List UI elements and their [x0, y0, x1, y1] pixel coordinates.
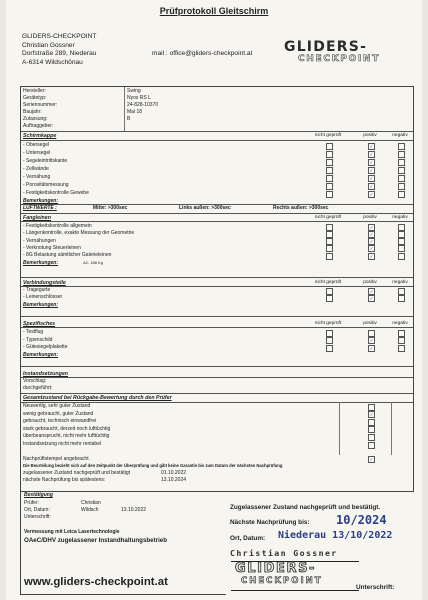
stamp-line2: Nächste Nachprüfung bis:	[230, 519, 310, 526]
checklist-item-label: - Obersegel	[23, 142, 50, 148]
info-value: Swing	[127, 88, 141, 94]
checklist-item-label: - Testflug	[23, 329, 44, 335]
column-header: negativ	[392, 280, 408, 285]
condition-label: Instandsetzung nicht mehr rentabel	[23, 441, 102, 447]
info-value: Mai 18	[127, 109, 143, 115]
pruefer-label: Prüfer:	[24, 500, 40, 506]
checklist-item-label: - Porositätsmessung	[23, 182, 69, 188]
checkbox[interactable]	[398, 224, 405, 231]
divider	[21, 327, 413, 328]
checkbox[interactable]	[368, 434, 375, 441]
column-header: negativ	[392, 133, 408, 138]
handwritten-ort-datum: Niederau 13/10/2022	[278, 530, 393, 541]
stempel-label: Nachprüftstempel angebracht	[23, 456, 89, 462]
checklist-item-label: - Typenschild	[23, 336, 53, 343]
checkbox[interactable]	[326, 245, 333, 252]
stamp-name: Christian Gossner	[230, 548, 338, 558]
checkbox[interactable]	[326, 288, 333, 295]
stamp-line3: Ort, Datum:	[230, 535, 266, 542]
divider	[21, 377, 413, 378]
section-heading-instandsetzungen: Instandsetzungen	[23, 371, 69, 377]
column-header: positiv	[363, 321, 377, 326]
oaec-text: OAeC/DHV zugelassener Instandhaltungsbetrieb	[24, 537, 168, 544]
condition-label: stark gebraucht, derzeit noch lufttüchtig	[23, 425, 111, 432]
info-label: Seriennummer:	[23, 102, 58, 108]
checkbox[interactable]	[398, 245, 405, 252]
divider	[21, 213, 413, 214]
checkbox[interactable]: ✓	[369, 295, 374, 301]
column-header: negativ	[392, 321, 408, 326]
stamp-logo-line1: GLIDERS-	[235, 561, 317, 576]
divider	[21, 140, 413, 141]
checkbox[interactable]: ✓	[369, 191, 374, 197]
bemerkungen-label: Bemerkungen:	[23, 302, 59, 308]
checkbox[interactable]	[398, 167, 405, 174]
divider	[124, 87, 125, 131]
stamp-line1: Zugelassener Zustand nachgeprüft und bestätigt.	[230, 504, 381, 511]
checkbox[interactable]	[326, 253, 333, 260]
checkbox[interactable]	[326, 151, 333, 158]
checklist-item-label: - Segeleintrittskante	[23, 158, 68, 164]
checklist-item-label: - Tragegurte	[23, 287, 51, 293]
checkbox[interactable]	[326, 143, 333, 150]
column-header: negativ	[392, 215, 408, 220]
divider	[21, 221, 413, 222]
checklist-item-label: - Längenkontrolle, exakte Messung der Geometrie	[23, 230, 135, 237]
divider	[339, 402, 340, 455]
column-header: nicht geprüft	[314, 321, 342, 326]
section-heading-verbindungsteile: Verbindungsteile	[23, 280, 66, 286]
checkbox[interactable]	[326, 183, 333, 190]
checkbox[interactable]: ✓	[369, 151, 374, 157]
info-label: Baujahr:	[23, 109, 42, 115]
bemerkungen-label: Bemerkungen:	[23, 352, 59, 358]
stamp-logo-line2: CHECKPOINT	[241, 576, 323, 586]
checkbox[interactable]	[326, 238, 333, 245]
next-label: nächste Nachprüfung bis spätestens:	[23, 477, 106, 483]
column-header: positiv	[363, 215, 377, 220]
checkbox[interactable]	[398, 175, 405, 182]
checklist-item-label: - 8G Belastung sämtlicher Galerieleinen	[23, 252, 112, 259]
column-header: nicht geprüft	[314, 280, 342, 285]
checkbox[interactable]	[368, 330, 375, 337]
checkbox[interactable]	[398, 288, 405, 295]
leica-text: Vermessung mit Leica Lasertechnologie	[24, 529, 120, 535]
divider	[21, 393, 413, 394]
checkbox[interactable]	[326, 337, 333, 344]
checklist-item-label: - Gütesiegelplakette	[23, 344, 68, 350]
checkbox[interactable]: ✓	[369, 246, 374, 252]
checkbox[interactable]: ✓	[369, 224, 374, 230]
divider	[21, 316, 413, 317]
disclaimer-text: Die Beurteilung bezieht sich auf den Zeitpunkt der Überprüfung und gibt keine Garantie bis zum Datum der nächsten Nachprüfung	[23, 463, 283, 468]
protocol-table	[20, 86, 414, 492]
info-value: Nyos RS L	[127, 95, 151, 101]
checkbox[interactable]: ✓	[369, 183, 374, 189]
checkbox[interactable]	[398, 143, 405, 150]
checkbox[interactable]: ✓	[369, 143, 374, 149]
checkbox[interactable]: ✓	[369, 239, 374, 245]
checkbox[interactable]: ✓	[369, 338, 374, 343]
ort-value: Wildsch	[81, 507, 99, 513]
company-logo	[284, 40, 410, 66]
vorschlag-label: Vorschlag:	[23, 378, 47, 384]
luftwerte-mitte: Mitte: >300sec	[93, 205, 128, 211]
checkbox[interactable]: ✓	[369, 288, 374, 294]
divider	[21, 286, 413, 287]
column-header: nicht geprüft	[314, 215, 342, 220]
page-title: Prüfprotokoll Gleitschirm	[159, 6, 269, 16]
checkbox[interactable]	[326, 231, 333, 238]
column-header: positiv	[363, 133, 377, 138]
checkbox[interactable]	[326, 191, 333, 198]
checkbox[interactable]	[326, 345, 333, 352]
checklist-item-label: - Untersegel	[23, 150, 51, 156]
company-mail: mail : office@gliders-checkpoint.at	[152, 50, 253, 57]
condition-label: gebraucht, technisch einwandfrei	[23, 418, 97, 425]
luftwerte-rechts: Rechts außen: >300sec	[273, 205, 329, 211]
divider	[21, 366, 413, 367]
checkbox[interactable]	[398, 330, 405, 337]
checkbox[interactable]	[326, 175, 333, 182]
checkbox[interactable]: ✓	[369, 412, 374, 418]
checkbox[interactable]	[398, 345, 405, 352]
bemerkungen-label: Bemerkungen:	[23, 198, 59, 204]
checkbox[interactable]	[326, 330, 333, 337]
checkbox[interactable]	[326, 167, 333, 174]
stamp-unterschrift: Unterschrift:	[356, 584, 395, 591]
next-date: 13.10.2024	[161, 477, 187, 483]
checklist-item-label: - Festigkeitskontrolle allgemein	[23, 223, 92, 229]
section-heading-bestaetigung: Bestätigung	[24, 492, 53, 498]
checkbox[interactable]	[398, 238, 405, 245]
checkbox[interactable]	[368, 442, 375, 449]
checklist-item-label: - Vernähungen	[23, 237, 56, 244]
checkbox[interactable]	[398, 159, 405, 166]
website-link[interactable]: www.gliders-checkpoint.at	[24, 576, 168, 588]
checkbox[interactable]	[368, 426, 375, 433]
checkbox[interactable]	[368, 404, 375, 411]
checkbox[interactable]	[326, 224, 333, 231]
checkbox[interactable]: ✓	[369, 167, 374, 173]
checklist-item-label: - Verknotung Steuerleinen	[23, 244, 81, 251]
company-street: Dorfstraße 289, Niederau	[22, 50, 97, 58]
column-header: nicht geprüft	[314, 133, 342, 138]
info-label: Zulassung:	[23, 116, 48, 122]
checkbox[interactable]	[368, 419, 375, 426]
datum-value: 13.10.2022	[121, 507, 147, 513]
checkbox[interactable]: ✓	[369, 159, 374, 165]
checkbox[interactable]: ✓	[369, 175, 374, 181]
luftwerte-label: LUFTWERTE :	[23, 205, 57, 211]
checkbox[interactable]: ✓	[369, 457, 374, 462]
checkbox[interactable]: ✓	[369, 231, 374, 237]
divider	[21, 131, 413, 132]
checkbox[interactable]	[398, 231, 405, 238]
divider	[391, 402, 392, 455]
checkbox[interactable]	[326, 159, 333, 166]
company-name: GLIDERS-CHECKPOINT	[22, 33, 97, 40]
company-address	[22, 33, 96, 67]
durchgefuehrt-label: durchgeführt:	[23, 385, 53, 391]
column-header: positiv	[363, 280, 377, 285]
company-person: Christian Gossner	[22, 41, 75, 49]
checkbox[interactable]	[398, 183, 405, 190]
checkbox[interactable]	[398, 337, 405, 344]
unterschrift-label: Unterschrift:	[24, 514, 51, 520]
checkbox[interactable]: ✓	[369, 345, 374, 351]
stamp-logo	[231, 561, 359, 591]
checkbox[interactable]: ✓	[369, 253, 374, 259]
handwritten-next-date: 10/2024	[336, 513, 387, 527]
section-heading-schirmkappe: Schirmkappe	[23, 133, 57, 139]
ort-label: Ort, Datum:	[24, 507, 50, 513]
checkbox[interactable]	[398, 191, 405, 198]
checklist-item-label: - Leinenschlösser	[23, 294, 63, 300]
checklist-item-label: - Festigkeitskontrolle Gewebe	[23, 190, 89, 196]
checkbox[interactable]	[398, 253, 405, 260]
section-heading-spezifisches: Spezifisches	[23, 321, 56, 327]
luftwerte-links: Links außen: >300sec	[179, 205, 231, 211]
checklist-item-label: - Zellwände	[23, 166, 49, 172]
checkbox[interactable]	[398, 295, 405, 302]
divider	[21, 277, 413, 278]
bemerkungen-label: Bemerkungen:	[23, 260, 59, 266]
checkbox[interactable]	[398, 151, 405, 158]
logo-line2: CHECKPOINT	[298, 54, 381, 64]
info-label: Auftraggeber:	[23, 123, 54, 129]
info-label: Hersteller:	[23, 88, 46, 94]
fangleinen-note: A2- 186 Kg	[83, 260, 104, 265]
checklist-item-label: - Vernähung	[23, 174, 51, 180]
logo-line1: GLIDERS-	[284, 39, 368, 55]
condition-label: überbeansprucht, nicht mehr lufttüchtig	[23, 433, 110, 440]
zustand-date: 01.10.2022	[161, 470, 187, 476]
section-heading-gesamtzustand: Gesamtzustand bei Rückgabe-Bewertung durch den Prüfer	[23, 395, 172, 401]
info-value: 24-828-10370	[127, 102, 159, 108]
info-value: B	[127, 116, 131, 122]
pruefer-value: Christian	[81, 500, 101, 506]
info-label: Gerätetyp:	[23, 95, 47, 101]
zustand-label: zugelassener Zustand nachgeprüft und bestätigt	[23, 470, 131, 476]
condition-label: Neuwertig, sehr guter Zustand	[23, 403, 91, 409]
section-heading-fangleinen: Fangleinen	[23, 215, 51, 221]
company-city: A-6314 Wildschönau	[22, 58, 83, 66]
checkbox[interactable]	[326, 295, 333, 302]
condition-label: wenig gebraucht, guter Zustand	[23, 410, 94, 417]
